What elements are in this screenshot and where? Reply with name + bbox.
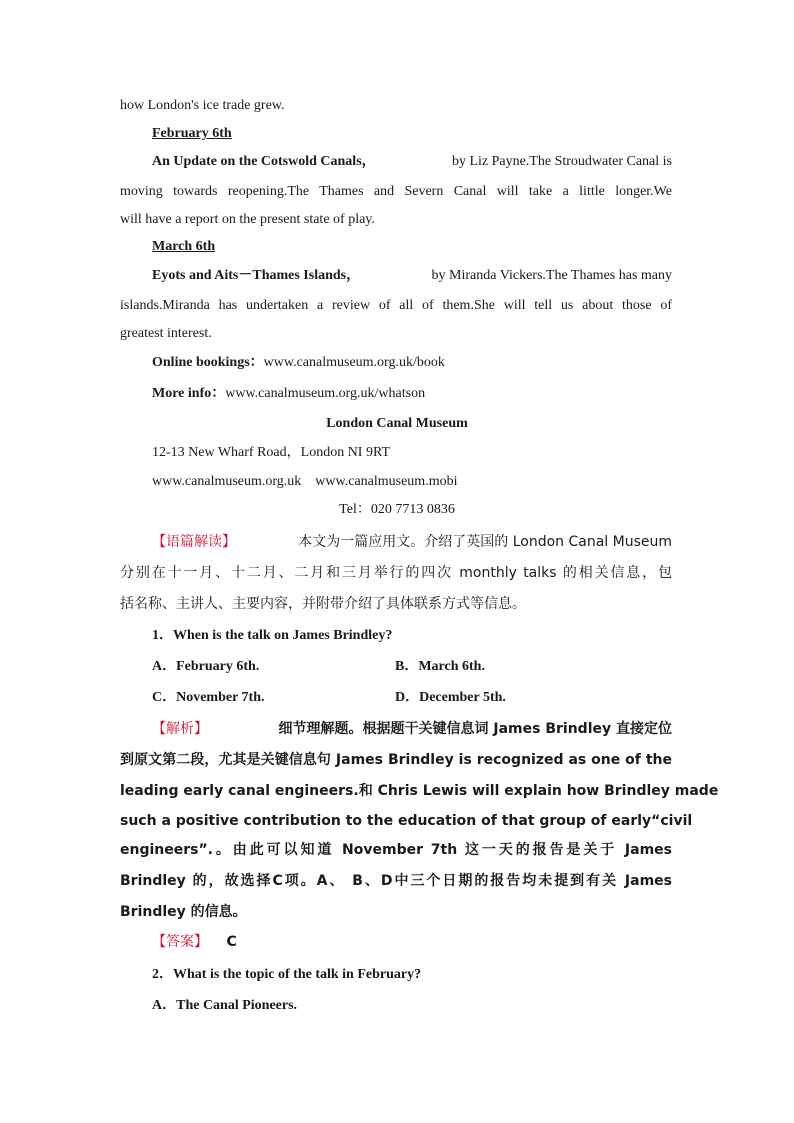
q2-option-a: A．The Canal Pioneers. bbox=[152, 998, 298, 1013]
reading-line2: 分别在十一月、十二月、二月和三月举行的四次 monthly talks 的相关信息，包 bbox=[120, 565, 672, 581]
analysis-tag: 【解析】 bbox=[152, 721, 208, 737]
analysis-text1: 细节理解题。根据题干关键信息词 James Brindley 直接定位 bbox=[278, 721, 672, 737]
reading-line1 bbox=[152, 532, 672, 552]
mar-line2: islands.Miranda has undertaken a review of all of them.She will tell us about those of bbox=[120, 298, 672, 313]
museum-address: 12-13 New Wharf Road，London NI 9RT bbox=[152, 445, 391, 460]
feb-line3: will have a report on the present state of play. bbox=[120, 212, 375, 227]
reading-text1: 本文为一篇应用文。介绍了英国的 London Canal Museum bbox=[298, 534, 672, 550]
feb-line2: moving towards reopening.The Thames and Severn Canal will take a little longer.We bbox=[120, 184, 672, 199]
museum-tel: Tel：020 7713 0836 bbox=[339, 502, 455, 517]
q1-option-a: A．February 6th. bbox=[152, 659, 260, 674]
analysis-line4: such a positive contribution to the education of that group of early“civil bbox=[120, 813, 693, 829]
mar-title: Eyots and Aits－Thames Islands bbox=[152, 268, 347, 283]
more-url: www.canalmuseum.org.uk/whatson bbox=[225, 386, 426, 401]
answer-line bbox=[152, 932, 237, 952]
mar-line1: by Miranda Vickers.The Thames has many bbox=[431, 268, 672, 283]
analysis-line2: 到原文第二段，尤其是关键信息句 James Brindley is recognized as one of the bbox=[120, 752, 672, 768]
feb-title-line bbox=[152, 152, 672, 172]
museum-sites: www.canalmuseum.org.uk www.canalmuseum.mobi bbox=[152, 474, 458, 489]
mar-date: March 6th bbox=[152, 239, 216, 254]
q2-stem: 2．What is the topic of the talk in February? bbox=[152, 967, 422, 982]
analysis-line5: engineers”.。由此可以知道 November 7th 这一天的报告是关于 James bbox=[120, 842, 672, 858]
analysis-line1 bbox=[152, 719, 672, 739]
analysis-line3: leading early canal engineers.和 Chris Lewis will explain how Brindley made bbox=[120, 783, 719, 799]
feb-title: An Update on the Cotswold Canals bbox=[152, 154, 362, 169]
online-url: www.canalmuseum.org.uk/book bbox=[263, 355, 445, 370]
feb-sep: ， bbox=[361, 154, 376, 169]
reading-tag: 【语篇解读】 bbox=[152, 534, 236, 550]
q1-option-b: B．March 6th. bbox=[395, 659, 485, 674]
q1-option-d: D．December 5th. bbox=[395, 690, 506, 705]
online-label: Online bookings： bbox=[152, 355, 264, 370]
analysis-line6: Brindley 的，故选择C项。A、 B、D中三个日期的报告均未提到有关 James bbox=[120, 873, 672, 889]
online-bookings bbox=[152, 353, 445, 373]
mar-title-line bbox=[152, 266, 672, 286]
feb-date: February 6th bbox=[152, 126, 232, 141]
mar-line3: greatest interest. bbox=[120, 326, 212, 341]
analysis-line7: Brindley 的信息。 bbox=[120, 904, 247, 920]
q1-option-c: C．November 7th. bbox=[152, 690, 265, 705]
mar-sep: ， bbox=[346, 268, 361, 283]
feb-line1: by Liz Payne.The Stroudwater Canal is bbox=[451, 154, 672, 169]
intro-tail: how London's ice trade grew. bbox=[120, 98, 285, 113]
museum-name: London Canal Museum bbox=[326, 416, 468, 431]
more-label: More info： bbox=[152, 386, 226, 401]
q1-stem: 1．When is the talk on James Brindley? bbox=[152, 628, 393, 643]
reading-line3: 括名称、主讲人、主要内容，并附带介绍了具体联系方式等信息。 bbox=[120, 596, 526, 612]
answer-tag: 【答案】 bbox=[152, 934, 208, 950]
more-info bbox=[152, 384, 425, 404]
answer-value: C bbox=[226, 934, 237, 950]
